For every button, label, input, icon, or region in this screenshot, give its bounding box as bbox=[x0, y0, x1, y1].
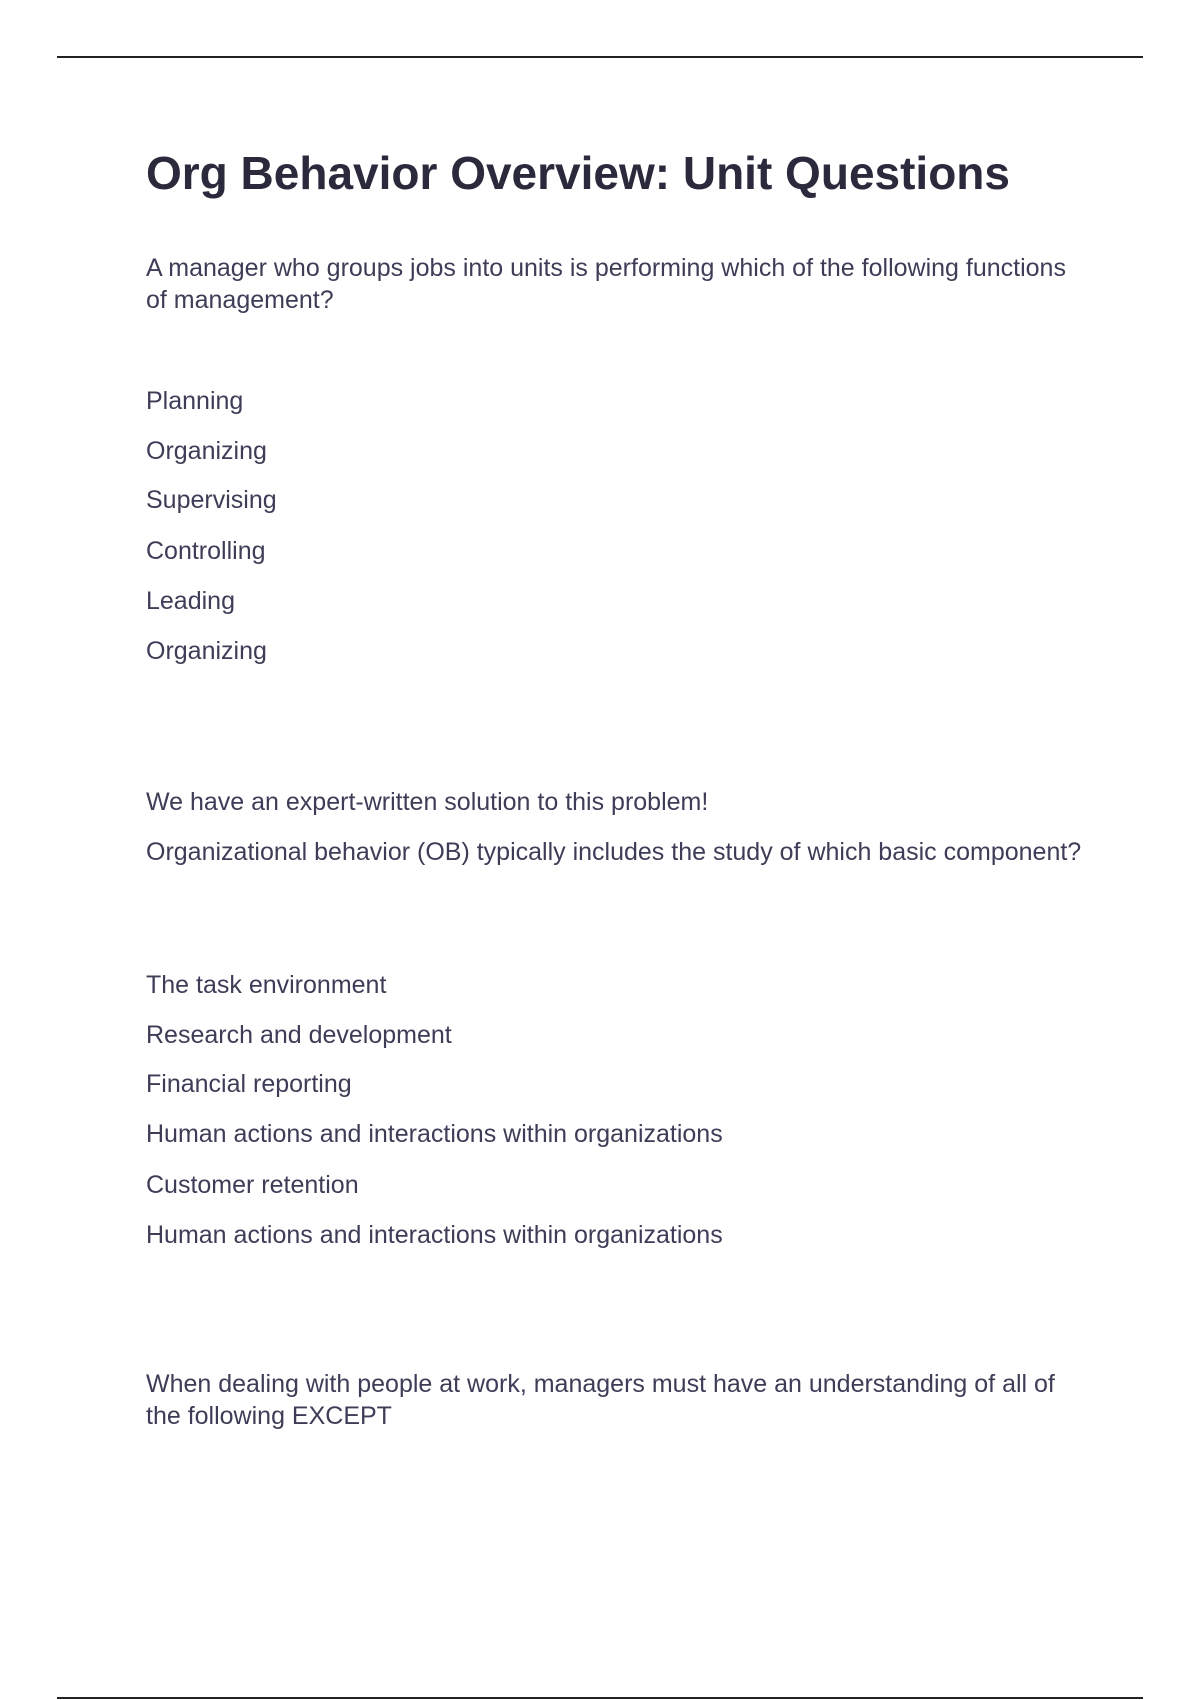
question-1-option-1: Planning bbox=[146, 387, 244, 415]
question-2-option-3: Financial reporting bbox=[146, 1070, 352, 1098]
question-1-option-2: Organizing bbox=[146, 437, 267, 465]
question-1-prompt: A manager who groups jobs into units is performing which of the following functions of management? bbox=[146, 254, 1066, 314]
question-2-option-5: Customer retention bbox=[146, 1171, 359, 1199]
solution-note: We have an expert-written solution to this problem! bbox=[146, 788, 709, 816]
question-2-option-4: Human actions and interactions within organizations bbox=[146, 1120, 723, 1148]
bottom-divider bbox=[57, 1697, 1143, 1699]
question-1-answer: Organizing bbox=[146, 637, 267, 665]
question-2-option-1: The task environment bbox=[146, 971, 387, 999]
question-2-prompt: Organizational behavior (OB) typically includes the study of which basic component? bbox=[146, 838, 1082, 866]
top-divider bbox=[57, 56, 1143, 58]
question-3-prompt: When dealing with people at work, managers must have an understanding of all of the following EXCEPT bbox=[146, 1370, 1055, 1430]
question-2-option-2: Research and development bbox=[146, 1021, 452, 1049]
page-title: Org Behavior Overview: Unit Questions bbox=[146, 147, 1010, 199]
question-1-option-5: Leading bbox=[146, 587, 235, 615]
question-1-option-3: Supervising bbox=[146, 486, 277, 514]
question-2-answer: Human actions and interactions within organizations bbox=[146, 1221, 723, 1249]
question-1-option-4: Controlling bbox=[146, 537, 266, 565]
